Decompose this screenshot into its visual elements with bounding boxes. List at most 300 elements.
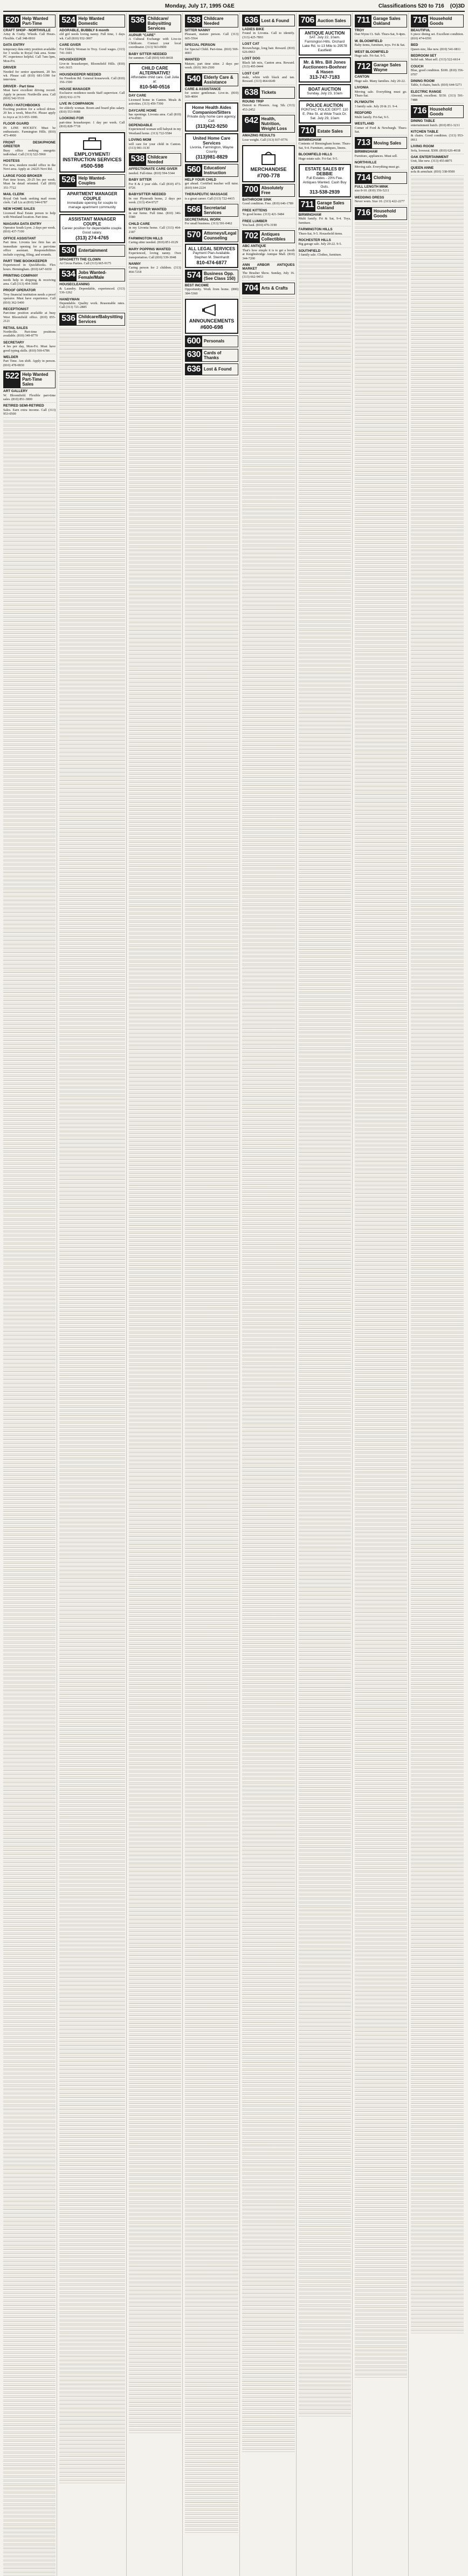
ad-text-filler bbox=[185, 376, 239, 2533]
ad-body: For small business. (313) 591-0462 bbox=[184, 222, 232, 226]
classified-columns bbox=[3, 13, 465, 729]
ad-body: Detroit to Phoenix. Aug. 5th. (313) 453-2452 bbox=[242, 104, 295, 112]
category-number: 713 bbox=[355, 138, 372, 148]
classified-ad bbox=[129, 193, 181, 206]
category-number: 566 bbox=[185, 204, 202, 216]
ad-heading: FLOOR GUARD bbox=[3, 122, 29, 126]
classified-ad bbox=[129, 262, 181, 276]
display-ad-text: SAT. July 22, 10am. Farmington Hills. Orchard Lake Rd. to 13 Mile to 29578 Eastfield bbox=[302, 36, 347, 52]
ad-heading: DRIVER - Part time bbox=[3, 84, 35, 88]
display-ad-title: United Home Care Services bbox=[192, 135, 231, 146]
category-number: 538 bbox=[185, 15, 202, 27]
classified-ad bbox=[355, 100, 407, 110]
ad-body: Good condition. Free. (810) 646-1789 bbox=[242, 202, 293, 206]
classified-ad bbox=[129, 248, 181, 261]
ad-body: Experienced, loving nanny. Own transportation. Call (810) 539-3048 bbox=[128, 251, 181, 259]
classified-ad bbox=[411, 54, 464, 64]
category-header bbox=[355, 207, 407, 220]
ad-heading: AUPAIR "CARE" bbox=[128, 33, 156, 37]
ad-body: 3 family sale. July 20 & 21. 9-4. bbox=[354, 104, 398, 108]
classified-ad bbox=[3, 288, 56, 306]
ad-body: Huge sale. Fri-Sat. 9-5. bbox=[354, 54, 386, 58]
ad-body: Experienced woman will babysit in my Westland home. (313) 722-5584 bbox=[128, 127, 181, 135]
ad-body: in our home. Full time. (810) 346-5580 bbox=[128, 211, 181, 219]
category-header bbox=[242, 115, 294, 133]
classified-ad bbox=[355, 29, 407, 38]
display-ad bbox=[185, 133, 239, 162]
classified-ad bbox=[411, 65, 464, 78]
category-title: Elderly Care & Assistance bbox=[203, 74, 233, 85]
ad-body: temporary data entry position available for 3 weeks in Royal Oak area. Some PC experience helpful. Call 7am-3pm, Mon-Fri. bbox=[3, 47, 56, 63]
display-ad-text: Affordable child care. Call Julia at: bbox=[130, 75, 179, 84]
classified-ad bbox=[3, 274, 56, 287]
ad-heading: LOST CAT bbox=[242, 71, 259, 75]
category-header bbox=[59, 15, 125, 28]
classified-ad bbox=[411, 79, 464, 89]
category-title: Household Goods bbox=[430, 107, 452, 117]
ad-body: In our Plymouth home, 2 days per week. (313) 454-9727 bbox=[128, 196, 181, 205]
ad-body: Unit, like new. (313) 455-8875 bbox=[410, 159, 452, 163]
classified-ad bbox=[355, 196, 407, 205]
ad-heading: HOUSECLEANING bbox=[59, 283, 90, 287]
ad-heading: THERAPEUTIC MASSAGE bbox=[184, 193, 228, 197]
classified-ad bbox=[242, 42, 294, 56]
ad-heading: DAYCARE HOME bbox=[128, 108, 157, 113]
display-ad-title: ALL LEGAL SERVICES bbox=[188, 246, 236, 251]
category-header bbox=[355, 61, 407, 74]
category-number: 704 bbox=[243, 283, 259, 294]
section-header bbox=[378, 3, 465, 9]
classified-ad bbox=[3, 66, 56, 84]
ad-heading: BABY SITTER bbox=[128, 178, 152, 182]
classified-ad bbox=[129, 222, 181, 236]
ad-body: Troy financial institution needs a proof operator. Must have experience. Call (810) 362-5400 bbox=[3, 292, 56, 305]
display-ad-text: Private duty home care agency. Call: bbox=[187, 114, 237, 123]
ad-body: 4 hrs per day, Mon-Fri. Must have good typing skills. (810) 569-6786 bbox=[3, 345, 56, 353]
classified-ad bbox=[3, 341, 56, 354]
ad-heading: CARE GIVER bbox=[59, 43, 81, 47]
section-logo-employment bbox=[59, 132, 125, 173]
category-header bbox=[185, 229, 239, 242]
category-number: 540 bbox=[185, 74, 202, 86]
ad-heading: LIVE IN COMPANION bbox=[59, 102, 94, 106]
category-title: Childcare Needed bbox=[147, 155, 168, 165]
ad-heading: WEDDING DRESS bbox=[354, 195, 384, 200]
ad-body: Contents of Birmingham home. Thurs-Sat, 9-4. Furniture, antiques, linens. bbox=[298, 142, 351, 150]
ad-body: Dependable. Quality work. Reasonable rates. Call (313) 721-2885 bbox=[59, 301, 125, 310]
classified-ad bbox=[3, 326, 56, 340]
ad-heading: RETIRED SEMI-RETIRED bbox=[3, 404, 44, 408]
ad-heading: AMAZING RESULTS bbox=[242, 134, 276, 138]
briefcase-icon bbox=[81, 136, 103, 150]
ad-body: W. Bloomfield. Flexible part-time sales. (810) 851-3800 bbox=[3, 393, 56, 402]
category-title: Help Wanted Domestic bbox=[78, 16, 105, 26]
display-ad-phone: 810-474-6877 bbox=[196, 259, 227, 265]
category-header bbox=[411, 105, 464, 118]
ad-body: Corner of Ford & Newburgh. Thurs-Sat. bbox=[354, 126, 407, 134]
classified-ad bbox=[242, 28, 294, 41]
ad-body: Pleasant, mature person. Call (313) 665-5564 bbox=[184, 32, 239, 40]
category-title: Help Wanted-Couples bbox=[78, 175, 106, 186]
category-title: Entertainment bbox=[78, 248, 108, 253]
ad-heading: W. BLOOMFIELD bbox=[354, 39, 383, 43]
ad-body: That's how simple it is to get a booth at Knightsbridge Antique Mall. (810) 344-7200 bbox=[242, 248, 295, 260]
classified-ad bbox=[411, 166, 464, 176]
ad-body: Found in Livonia. Call to identify. (313) 425-7893 bbox=[242, 31, 295, 39]
ad-heading: RETAIL SALES bbox=[3, 326, 28, 330]
ad-heading: DINING TABLE bbox=[410, 119, 435, 123]
classified-ad bbox=[3, 207, 56, 221]
classified-ad bbox=[129, 109, 181, 122]
ad-heading: BED bbox=[410, 43, 418, 47]
category-number: 574 bbox=[185, 270, 202, 282]
classified-ad bbox=[3, 193, 56, 206]
display-ad-text: Full Estates - 20% Fee. Antiques Wanted. Cash Buy Outs. bbox=[302, 176, 347, 189]
ad-heading: SPECIAL PERSON bbox=[184, 43, 216, 47]
ad-heading: NANNY bbox=[128, 262, 141, 266]
ad-body: Blue, good condition. $100. (810) 356-0707 bbox=[410, 68, 464, 77]
display-ad-title: Home Health Aides Companion/Sitters bbox=[192, 105, 231, 115]
ad-heading: NEW HOME SALES bbox=[3, 207, 35, 211]
category-header bbox=[242, 230, 294, 243]
ad-body: Artsy & Crafty. Wknds. Call Hours. Flexible. Call 348-0910 bbox=[3, 32, 56, 40]
classified-ad bbox=[242, 263, 294, 281]
ad-heading: BLOOMFIELD HILLS bbox=[298, 153, 333, 157]
ad-body: for summer. Call (810) 643-8418 bbox=[128, 56, 173, 60]
ad-body: Busy office seeking energetic individual. Call (313) 522-5960 bbox=[3, 148, 56, 156]
ad-body: Sofa, loveseat. $300. (810) 626-4018 bbox=[410, 148, 460, 153]
ad-heading: FARMINGTON HILLS bbox=[128, 237, 163, 241]
ad-heading: DAY CARE bbox=[128, 94, 147, 98]
ad-heading: WEST BLOOMFIELD bbox=[354, 50, 389, 54]
category-header bbox=[3, 15, 56, 28]
ad-body: For new, modern model office in the Novi area. Apply at: 24225 Novi Rd. bbox=[3, 163, 56, 171]
ad-text-filler bbox=[355, 221, 407, 2378]
ad-heading: RECEPTIONIST bbox=[3, 307, 29, 311]
ad-body: Live-in housekeeper, Bloomfield Hills. (810) 641-3615 bbox=[59, 61, 125, 70]
ad-body: for Freedom Rd. General housework. Call (810) 356-1500 bbox=[59, 77, 125, 85]
ad-text-filler bbox=[299, 260, 351, 2417]
classified-ad bbox=[59, 29, 125, 42]
ad-body: for elderly woman. Room and board plus salary. (810) 553-9088 bbox=[59, 106, 125, 114]
classified-ad bbox=[242, 100, 294, 113]
section-logo-range: #600-698 bbox=[200, 324, 223, 331]
classified-ad bbox=[242, 209, 294, 218]
ad-body: Lose weight. Call (313) 937-9776 bbox=[242, 138, 288, 142]
ad-body: Moving sale. Everything must go. Thurs-Sat. bbox=[354, 90, 407, 98]
category-header bbox=[355, 15, 407, 28]
category-title: Estate Sales bbox=[317, 128, 343, 134]
category-header bbox=[242, 184, 294, 197]
ad-heading: BABYSITTER WANTED bbox=[128, 207, 167, 211]
ad-heading: FREE KITTENS bbox=[242, 208, 267, 212]
category-title: Clothing bbox=[373, 175, 391, 181]
classified-ad bbox=[3, 174, 56, 192]
classified-ad bbox=[3, 237, 56, 258]
ad-heading: HANDYMAN bbox=[59, 297, 80, 301]
ad-heading: CANTON bbox=[354, 75, 369, 79]
classified-ad bbox=[185, 29, 239, 42]
ad-body: Furniture, appliances. Must sell. bbox=[354, 154, 398, 158]
category-header bbox=[185, 349, 239, 362]
classified-ad bbox=[59, 258, 125, 267]
page-number: (O)3D bbox=[450, 3, 465, 9]
ad-heading: CARE & ASSISTANCE bbox=[184, 87, 221, 91]
classified-ad bbox=[355, 39, 407, 49]
category-number: 702 bbox=[243, 231, 259, 243]
ad-heading: NIAGARA DATA ENTRY bbox=[3, 222, 42, 226]
category-number: 714 bbox=[355, 173, 372, 183]
ad-heading: DEPENDABLE bbox=[128, 123, 153, 127]
ad-heading: BEAUTIFUL bbox=[410, 29, 431, 32]
category-title: Help Wanted Part-Time Sales bbox=[22, 372, 49, 387]
ad-body: Brown/beige, long hair. Reward. (810) 626-0663 bbox=[242, 46, 295, 54]
classified-ad bbox=[411, 90, 464, 104]
category-title: Childcare Needed bbox=[203, 16, 224, 26]
ad-heading: COUCH bbox=[410, 64, 424, 68]
ad-body: Operator South Lyon. 2 days per week. (810) 437-7100 bbox=[3, 226, 56, 234]
display-ad bbox=[185, 244, 239, 268]
ad-body: Queen size, like new. (810) 541-0811 bbox=[410, 47, 461, 51]
category-header bbox=[59, 174, 125, 187]
column-4 bbox=[185, 13, 240, 2576]
column-3 bbox=[129, 13, 183, 2576]
ad-heading: LARGE FOOD BROKER bbox=[3, 174, 43, 178]
ad-heading: DRIVER bbox=[3, 66, 17, 70]
classified-ad bbox=[355, 150, 407, 160]
ad-heading: ADORABLE, BUBBLY 6 month bbox=[59, 29, 109, 32]
classified-ad bbox=[355, 50, 407, 60]
category-header bbox=[355, 172, 407, 184]
classified-ad bbox=[185, 193, 239, 202]
classified-ad bbox=[242, 72, 294, 85]
display-ad-phone: 313-747-7183 bbox=[309, 74, 340, 80]
ad-heading: HOUSEKEEPER bbox=[59, 58, 86, 62]
section-logo-title: MERCHANDISE bbox=[250, 166, 287, 172]
classified-ad bbox=[411, 119, 464, 129]
ad-heading: DATA ENTRY bbox=[3, 43, 25, 47]
classified-ad bbox=[129, 138, 181, 152]
category-number: 600 bbox=[185, 336, 202, 347]
category-header bbox=[299, 125, 351, 137]
ad-heading: OFFICE ASSISTANT bbox=[3, 236, 36, 241]
classified-ad bbox=[129, 178, 181, 191]
ad-body: Caring person for 2 children. (313) 464-7218 bbox=[128, 266, 181, 274]
ad-body: is a great career. Call (313) 722-4415 bbox=[184, 196, 235, 201]
ad-body: entertainment hutch. (810) 851-3211 bbox=[410, 123, 460, 127]
display-ad-text: Sunday, July 23, 10am bbox=[307, 92, 342, 95]
category-title: Help Wanted Part-Time bbox=[22, 16, 49, 26]
category-header bbox=[185, 335, 239, 347]
ad-body: Baby items, furniture, toys. Fri & Sat. bbox=[354, 43, 405, 47]
ad-body: Needed for senior apartment, 20 hrs wk. Please call (810) 681-5390 for interview. bbox=[3, 70, 56, 82]
ad-body: Royal Oak bank seeking mail room clerk. Call Liz at (810) 544-6787 bbox=[3, 196, 56, 205]
display-ad-phone: (313)981-8829 bbox=[196, 154, 228, 160]
category-header bbox=[59, 313, 125, 326]
ad-heading: MAIL CLERK bbox=[3, 193, 25, 197]
category-number: 642 bbox=[243, 115, 259, 132]
category-number: 716 bbox=[411, 15, 428, 27]
ad-body: To good home. (313) 421-5484 bbox=[242, 212, 284, 217]
category-title: Business Opp. (See Class 150) bbox=[203, 271, 236, 281]
column-6 bbox=[299, 13, 353, 2576]
classified-ad bbox=[411, 155, 464, 165]
ad-body: Part-time position available at busy West Bloomfield office. (810) 855-2121 bbox=[3, 311, 56, 324]
ad-body: Table, 6 chairs, hutch. (810) 644-5271 bbox=[410, 83, 462, 87]
ad-heading: WESTLAND bbox=[354, 122, 374, 126]
category-title: Attorneys/Legal Counseling bbox=[203, 230, 237, 241]
classified-ad bbox=[242, 198, 294, 208]
classified-ad bbox=[3, 141, 56, 159]
classified-ad bbox=[129, 208, 181, 221]
column-7 bbox=[355, 13, 409, 2576]
classified-ad bbox=[299, 228, 351, 237]
ad-heading: BEDROOM SET bbox=[410, 54, 437, 58]
display-ad bbox=[299, 57, 351, 83]
category-header bbox=[129, 15, 181, 32]
ad-body: will care for your child in Canton. (313) 981-3130 bbox=[128, 142, 181, 150]
classified-ad bbox=[59, 87, 125, 101]
ad-body: male, white with black and tan. Reward. (313) 464-6649 bbox=[242, 75, 295, 84]
classified-ad bbox=[59, 73, 125, 86]
ad-heading: BIRMINGHAM bbox=[298, 213, 321, 217]
display-ad-phone: 313-538-2939 bbox=[309, 189, 340, 195]
classified-ad bbox=[129, 167, 181, 177]
ad-body: At Circus Parties. Call (313) 665-9175 bbox=[59, 261, 112, 265]
category-title: Garage Sales Wayne bbox=[373, 63, 401, 73]
ad-body: & Laundry. Dependable, experienced. (313) 536-1262 bbox=[59, 286, 125, 295]
category-number: 711 bbox=[299, 200, 315, 211]
ad-body: Multi family. Fri-Sat, 9-5. bbox=[354, 115, 389, 119]
ad-heading: TROY bbox=[354, 29, 364, 32]
ad-heading: MARY POPPINS WANTED bbox=[128, 247, 171, 251]
display-ad-phone: (313)422-9250 bbox=[196, 123, 228, 129]
classified-ad bbox=[299, 249, 351, 259]
classified-ad bbox=[59, 116, 125, 130]
ad-heading: SECRETARIAL WORK bbox=[184, 217, 221, 222]
ad-body: Part Time. Am shift. Apply in person. (810) 478-0830 bbox=[3, 359, 56, 367]
ad-body: 3 family sale. Clothes, furniture. bbox=[298, 253, 342, 257]
ad-heading: FARMINGTON HILLS bbox=[298, 228, 333, 232]
ad-heading: LOVING MOM bbox=[128, 138, 152, 142]
classified-ad bbox=[3, 122, 56, 140]
shopping-bag-icon bbox=[258, 149, 279, 166]
ad-body: The Brusher Show. Sunday, July 16. (313) 662-9453 bbox=[242, 271, 295, 279]
classified-ad bbox=[355, 86, 407, 99]
classified-ad bbox=[59, 102, 125, 115]
column-8 bbox=[411, 13, 465, 2576]
ad-body: Dan Wynn Ct. Sub. Thurs-Sat, 9-4pm. bbox=[354, 32, 406, 37]
section-logo-title: ANNOUNCEMENTS bbox=[189, 318, 235, 324]
ad-body: Huge estate sale. Fri-Sat. 9-5. bbox=[298, 156, 338, 161]
ad-body: Part time hours, 20-25 hrs per week. Must be detail oriented. Call (810) 351-7722 bbox=[3, 178, 56, 190]
ad-body: get ahead. Certified teacher will tutor. (810) 644-2224 bbox=[184, 182, 239, 190]
display-ad-title: ESTATE SALES BY DEBBIE bbox=[305, 167, 345, 177]
category-title: Lost & Found bbox=[261, 18, 290, 23]
classified-ad bbox=[411, 145, 464, 154]
classified-ad bbox=[185, 218, 239, 228]
category-number: 526 bbox=[60, 175, 77, 187]
category-number: 700 bbox=[243, 184, 259, 196]
ad-body: Part time. Livonia law firm has an immediate opening for a part-time office assistant. Responsibilities include copying, filing, and errands. bbox=[3, 241, 56, 257]
display-ad bbox=[129, 63, 181, 92]
column-5 bbox=[242, 13, 296, 2576]
classified-ad bbox=[355, 122, 407, 135]
ad-body: For 8 & 2 year olds. Call (810) 473-0726 bbox=[128, 182, 181, 190]
ad-heading: HOUSE MANAGER bbox=[59, 87, 91, 91]
category-number: 536 bbox=[60, 313, 77, 325]
ad-heading: WELDER bbox=[3, 355, 18, 360]
display-ad bbox=[59, 214, 125, 243]
display-ad bbox=[299, 28, 351, 56]
category-header bbox=[185, 270, 239, 283]
category-title: Cards of Thanks bbox=[203, 350, 222, 360]
category-number: 560 bbox=[185, 164, 202, 176]
classified-ad bbox=[185, 43, 239, 57]
ad-heading: BABY SITTER NEEDED bbox=[128, 52, 167, 56]
classified-ad bbox=[3, 307, 56, 325]
ad-heading: SPAGHETTI THE CLOWN bbox=[59, 257, 101, 262]
category-number: 538 bbox=[129, 154, 146, 166]
category-number: 570 bbox=[185, 230, 202, 242]
category-header bbox=[59, 245, 125, 257]
classified-ad bbox=[3, 389, 56, 403]
megaphone-icon bbox=[201, 303, 223, 317]
ad-heading: PART TIME BOOKKEEPER bbox=[3, 259, 47, 263]
ad-body: For Elderly Woman in Troy. Good wages. (313) 741-1601 bbox=[59, 47, 125, 56]
classified-ad bbox=[185, 87, 239, 101]
ad-heading: ANN ARBOR ANTIQUES MARKET bbox=[242, 263, 295, 271]
section-logo-range: #700-778 bbox=[257, 173, 280, 179]
category-title: Garage Sales Oakland bbox=[373, 16, 401, 26]
category-number: 524 bbox=[60, 15, 77, 27]
ad-heading: SITTER NANNY bbox=[184, 29, 210, 32]
ad-body: Experienced in QuickBooks. Flex hours. Birmingham. (810) 647-6650 bbox=[3, 263, 56, 271]
category-number: 522 bbox=[4, 371, 20, 388]
ad-body: Exclusive residence needs Staff supervisor. Call (810) 932-1170 bbox=[59, 91, 125, 99]
category-header bbox=[185, 363, 239, 375]
classified-ad bbox=[242, 219, 294, 229]
ad-body: Caring sitter needed. (810) 851-0129 bbox=[128, 241, 178, 245]
display-ad-title: ANTIQUE AUCTION bbox=[304, 31, 345, 36]
ad-heading: LOST CAT bbox=[242, 42, 259, 46]
classified-ad bbox=[3, 104, 56, 121]
ad-heading: HOSTESS bbox=[3, 159, 20, 163]
ad-body: needs help in shipping & receiving area. Call (313) 454-3600 bbox=[3, 278, 56, 286]
ad-body: Moving sale. Everything must go. bbox=[354, 164, 400, 169]
ad-body: Huge sale. Many families. July 20-22. bbox=[354, 79, 406, 83]
ad-body: has openings. Livonia area. Call (810) 474-8583 bbox=[128, 113, 181, 121]
classified-ad bbox=[129, 123, 181, 137]
category-number: 630 bbox=[185, 349, 202, 361]
ad-heading: FRONT DESK/PHONE GREETER bbox=[3, 140, 56, 149]
classified-ad bbox=[129, 94, 181, 107]
classifieds-page bbox=[0, 0, 468, 731]
ad-heading: QUEEN ANNE bbox=[410, 166, 434, 170]
ad-body: Licensed home in Canton. Meals & activities. (313) 459-7390 bbox=[128, 98, 181, 106]
classified-ad bbox=[129, 237, 181, 246]
ad-text-filler bbox=[3, 419, 56, 2576]
ad-body: Opportunity. Work from home. (800) 384-5360 bbox=[184, 287, 239, 296]
classified-ad bbox=[355, 111, 407, 121]
classified-ad bbox=[59, 58, 125, 71]
ad-heading: FREE LUMBER bbox=[242, 219, 267, 223]
section-title: Classifications 520 to 716 bbox=[378, 3, 444, 9]
category-number: 716 bbox=[411, 106, 428, 118]
category-header bbox=[242, 87, 294, 99]
ad-text-filler bbox=[411, 177, 464, 2334]
ad-heading: ROCHESTER HILLS bbox=[298, 238, 331, 243]
